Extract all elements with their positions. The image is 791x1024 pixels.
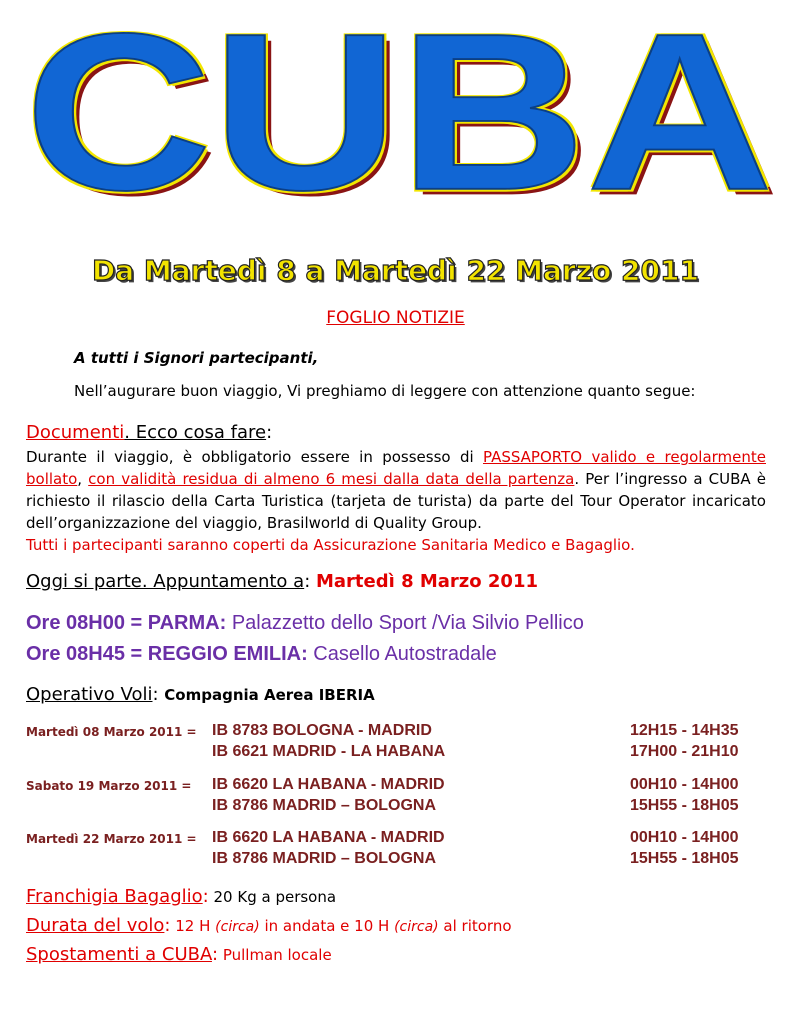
flight-leg: IB 6620 LA HABANA - MADRID: [212, 776, 445, 793]
documents-text-1: Durante il viaggio, è obbligatorio essere in possesso di: [26, 448, 483, 466]
meeting-city: PARMA:: [147, 612, 227, 634]
title-banner: [0, 0, 791, 250]
documents-label-rest: . Ecco cosa fare: [124, 422, 267, 443]
departure-label: Oggi si parte. Appuntamento a: [26, 571, 305, 592]
duration-return: in andata e 10 H: [259, 917, 395, 935]
greeting: A tutti i Signori partecipanti,: [74, 349, 319, 367]
meeting-point: [26, 612, 584, 635]
duration-colon: :: [164, 915, 171, 936]
baggage-label: Franchigia Bagaglio: [26, 886, 203, 907]
meeting-time: Ore 08H00 =: [26, 612, 148, 634]
documents-colon: :: [266, 422, 273, 443]
duration-circa-2: (circa): [394, 919, 439, 935]
documents-heading: [26, 422, 272, 443]
airline: Compagnia Aerea IBERIA: [164, 686, 375, 704]
flight-leg: IB 8786 MADRID – BOLOGNA: [212, 850, 437, 867]
baggage-value: 20 Kg a persona: [208, 888, 337, 906]
flights-heading: [26, 684, 375, 705]
meeting-time: Ore 08H45 =: [26, 643, 148, 665]
passport-requirement: PASSAPORTO valido e regolarmente bollato: [26, 448, 766, 488]
meeting-place: Casello Autostradale: [307, 643, 497, 665]
flight-leg: IB 6621 MADRID - LA HABANA: [212, 743, 446, 760]
documents-label: Documenti: [26, 422, 125, 443]
flight-leg: IB 8786 MADRID – BOLOGNA: [212, 797, 437, 814]
flight-time: 15H55 - 18H05: [630, 850, 739, 867]
flight-date: Sabato 19 Marzo 2011 =: [26, 779, 192, 793]
transfers-colon: :: [211, 944, 219, 965]
section-heading: FOGLIO NOTIZIE: [326, 308, 465, 328]
flight-time: 17H00 - 21H10: [630, 743, 739, 760]
meeting-city: REGGIO EMILIA:: [147, 643, 308, 665]
meeting-place: Palazzetto dello Sport /Via Silvio Pellico: [226, 612, 584, 634]
duration-info: [26, 915, 512, 936]
documents-body: [26, 446, 766, 556]
departure-colon: :: [304, 571, 311, 592]
duration-outbound: 12 H: [170, 917, 216, 935]
departure-heading: [26, 571, 538, 592]
transfers-value: Pullman locale: [218, 946, 332, 964]
flight-date: Martedì 22 Marzo 2011 =: [26, 832, 197, 846]
baggage-info: [26, 886, 336, 907]
duration-label: Durata del volo: [26, 915, 165, 936]
duration-circa-1: (circa): [215, 919, 260, 935]
documents-text-2: . Per l’ingresso a CUBA è richiesto il rilascio della Carta Turistica (tarjeta de turista) da parte del Tour Operator incaricato dell’organizzazione del viaggio, Brasilworld di Quality Group.: [26, 470, 766, 532]
flight-leg: IB 6620 LA HABANA - MADRID: [212, 829, 445, 846]
flights-label: Operativo Voli: [26, 684, 153, 705]
flight-date: Martedì 08 Marzo 2011 =: [26, 725, 197, 739]
flight-time: 12H15 - 14H35: [630, 722, 739, 739]
documents-comma: ,: [77, 470, 89, 488]
flights-colon: :: [152, 684, 159, 705]
flight-time: 00H10 - 14H00: [630, 776, 739, 793]
insurance-note: Tutti i partecipanti saranno coperti da Assicurazione Sanitaria Medico e Bagaglio.: [26, 536, 635, 554]
flight-time: 00H10 - 14H00: [630, 829, 739, 846]
flight-time: 15H55 - 18H05: [630, 797, 739, 814]
intro-text: Nell’augurare buon viaggio, Vi preghiamo di leggere con attenzione quanto segue:: [74, 382, 696, 400]
departure-date: Martedì 8 Marzo 2011: [316, 571, 539, 592]
flight-leg: IB 8783 BOLOGNA - MADRID: [212, 722, 432, 739]
baggage-colon: :: [202, 886, 209, 907]
validity-requirement: con validità residua di almeno 6 mesi dalla data della partenza: [88, 470, 575, 488]
meeting-point: [26, 643, 497, 666]
duration-tail: al ritorno: [438, 917, 512, 935]
page-title: CUBA: [24, 0, 774, 237]
transfers-info: [26, 944, 332, 965]
transfers-label: Spostamenti a CUBA: [26, 944, 212, 965]
trip-dates: Da Martedì 8 a Martedì 22 Marzo 2011: [92, 254, 699, 287]
